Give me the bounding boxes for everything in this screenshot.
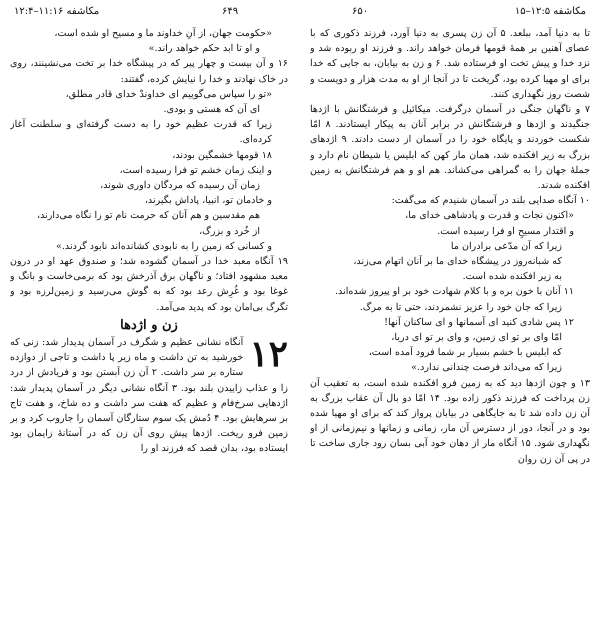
prose-paragraph: ۱۳ و چون اژدها دید که به زمین فرو افکنده شده است، به تعقیب آن زن پرداخت که فرزند ذکور زاده بود. ۱۴ امّا دو بال آن عقاب بزرگ به آن زن داده شد تا به جایگاهی در بیابان پرواز کند که برای او مهیا شده بود و در آنجا، دور از دسترس آن مار، زمانی و زمانها و نیم‌زمانی از او نگهداری شود. ۱۵ آنگاه مار از دهان خود آبی بسان رود جاری ساخت تا در پی آن زن روان <box>310 377 590 465</box>
left-page-reference: مکاشفه ۱۱:۱۶–۱۲:۴ <box>14 6 100 17</box>
chapter-number: ۱۲ <box>249 333 288 376</box>
poetry-line: از خُرد و بزرگ، <box>199 225 260 237</box>
right-page-reference: مکاشفه ۱۲:۵–۱۵ <box>514 6 586 17</box>
poetry-line: زمان آن رسیده که مردگان داوری شوند، <box>100 180 260 192</box>
poetry-line: ۱۸ قومها خشمگین بودند، <box>172 149 272 161</box>
prose-paragraph: ۱۹ آنگاه معبد خدا در آسمان گشوده شد؛ و صندوق عهد او در درون معبد مشهود افتاد؛ و ناگهان برق آذرخش بود که برمی‌خاست و بانگ و غوغا بود و غُرِش رعد بود که به گوش می‌رسید و زمین‌لرزه بود و تگرگ بی‌امان بود که پدید می‌آمد. <box>10 256 288 313</box>
poetry-line: زیرا که قدرت عظیم خود را به دست گرفته‌ای و سلطنت آغاز کرده‌ای. <box>10 119 272 146</box>
poetry-line: و او تا ابد حکم خواهد راند.» <box>148 43 260 55</box>
left-column <box>10 26 288 622</box>
poetry-line: و کسانی که زمین را به نابودی کشانده‌اند نابود گردند.» <box>56 240 272 252</box>
poetry-line: که ابلیس با خشم بسیار بر شما فرود آمده است، <box>368 347 562 359</box>
poetry-line: و اینک زمان خشم تو فرا رسیده است، <box>119 164 272 176</box>
poetry-line: «تو را سپاس می‌گوییم ای خداوندْ خدای قادر مطلق، <box>65 88 272 100</box>
prose-paragraph: تا به دنیا آمد، ببلعد. ۵ آن زن پسری به دنیا آورد، فرزند ذکوری که با عصای آهنین بر همهٔ قومها فرمان خواهد راند. و فرزند او ربوده شد و نزد خدا و پیش تخت او فرستاده شد. ۶ و زن به بیابان، به جایی که خدا برای او مهیا کرده بود، گریخت تا در آنجا از او به مدت هزار و دویست و شصت روز نگهداری کنند. <box>310 28 590 100</box>
prose-paragraph: ۱۰ آنگاه صدایی بلند در آسمان شنیدم که می‌گفت: <box>391 195 590 207</box>
poetry-line: که شبانه‌روز در پیشگاه خدای ما بر آنان اتهام می‌زند، <box>353 256 562 268</box>
poetry-line: و اقتدار مسیحِ او فرا رسیده است. <box>437 225 574 237</box>
poetry-line: زیرا که می‌داند فرصت چندانی ندارد.» <box>411 362 562 374</box>
poetry-line: و خادمان تو، انبیا، پاداش بگیرند، <box>144 195 272 207</box>
prose-paragraph: ۷ و ناگهان جنگی در آسمان درگرفت. میکائیل و فرشتگانش با اژدها جنگیدند و اژدها و فرشتگانش در برابر آنان به پیکار ایستادند. ۸ امّا شکست خوردند و پایگاه خود را در آسمان از دست دادند. ۹ اژدهای بزرگ به زیر افکنده شد، همان مار کهن که ابلیس یا شیطان نام دارد و جملهٔ جهان را به گمراهی می‌کشاند. هم او و هم فرشتگانش به زمین افکنده شدند. <box>310 104 590 192</box>
poetry-line: «حکومت جهان، از آنِ خداوند ما و مسیح او شده است، <box>54 28 272 39</box>
poetry-line: ۱۲ پس شادی کنید ای آسمانها و ای ساکنان آنها! <box>384 316 574 328</box>
poetry-line: ای آن که هستی و بودی. <box>163 104 260 116</box>
poetry-line: امّا وای بر تو ای زمین، و وای بر تو ای دریا، <box>391 332 562 344</box>
poetry-line: زیرا که جان خود را عزیز نشمردند، حتی تا به مرگ. <box>359 301 562 313</box>
right-column <box>310 26 590 622</box>
chapter-paragraph <box>10 335 288 457</box>
right-page-number: ۶۵۰ <box>352 6 369 17</box>
poetry-line: زیرا که آن مدّعی برادران ما <box>450 240 562 252</box>
chapter-text: آنگاه نشانی عظیم و شگرف در آسمان پدیدار شد: زنی که خورشید به تن داشت و ماه زیر پا داشت و تاجی از دوازده ستاره بر سر داشت. ۲ آن زن آبستن بود و فریادش از درد زا و عذاب زاییدن بلند بود. ۳ آنگاه نشانی دیگر در آسمان پدیدار شد: اژدهایی سرخ‌فام و عظیم که هفت سر داشت و ده شاخ، و هفت تاج بر سرهایش بود. ۴ دُمش یک سوم ستارگان آسمان را جاروب کرد و بر زمین فرو ریخت. اژدها پیش روی آن زن که در آستانهٔ زایمان بود ایستاده بود، بدان قصد که فرزند او را <box>10 337 288 455</box>
poetry-line: «اکنون نجات و قدرت و پادشاهی خدای ما، <box>405 210 574 222</box>
left-page-number: ۶۴۹ <box>222 6 239 17</box>
prose-paragraph: ۱۶ و آن بیست و چهار پیر که در پیشگاه خدا بر تخت می‌نشینند، روی در خاک نهادند و خدا را نیایش کرده، گفتند: <box>10 58 288 85</box>
section-heading: زن و اژدها <box>120 317 178 333</box>
poetry-line: ۱۱ آنان با خون بره و با کلام شهادت خود بر او پیروز شده‌اند. <box>335 286 574 298</box>
poetry-line: هم مقدسین و هم آنان که حرمت نام تو را نگاه می‌دارند، <box>36 210 260 222</box>
poetry-line: به زیر افکنده شده است. <box>462 271 562 283</box>
